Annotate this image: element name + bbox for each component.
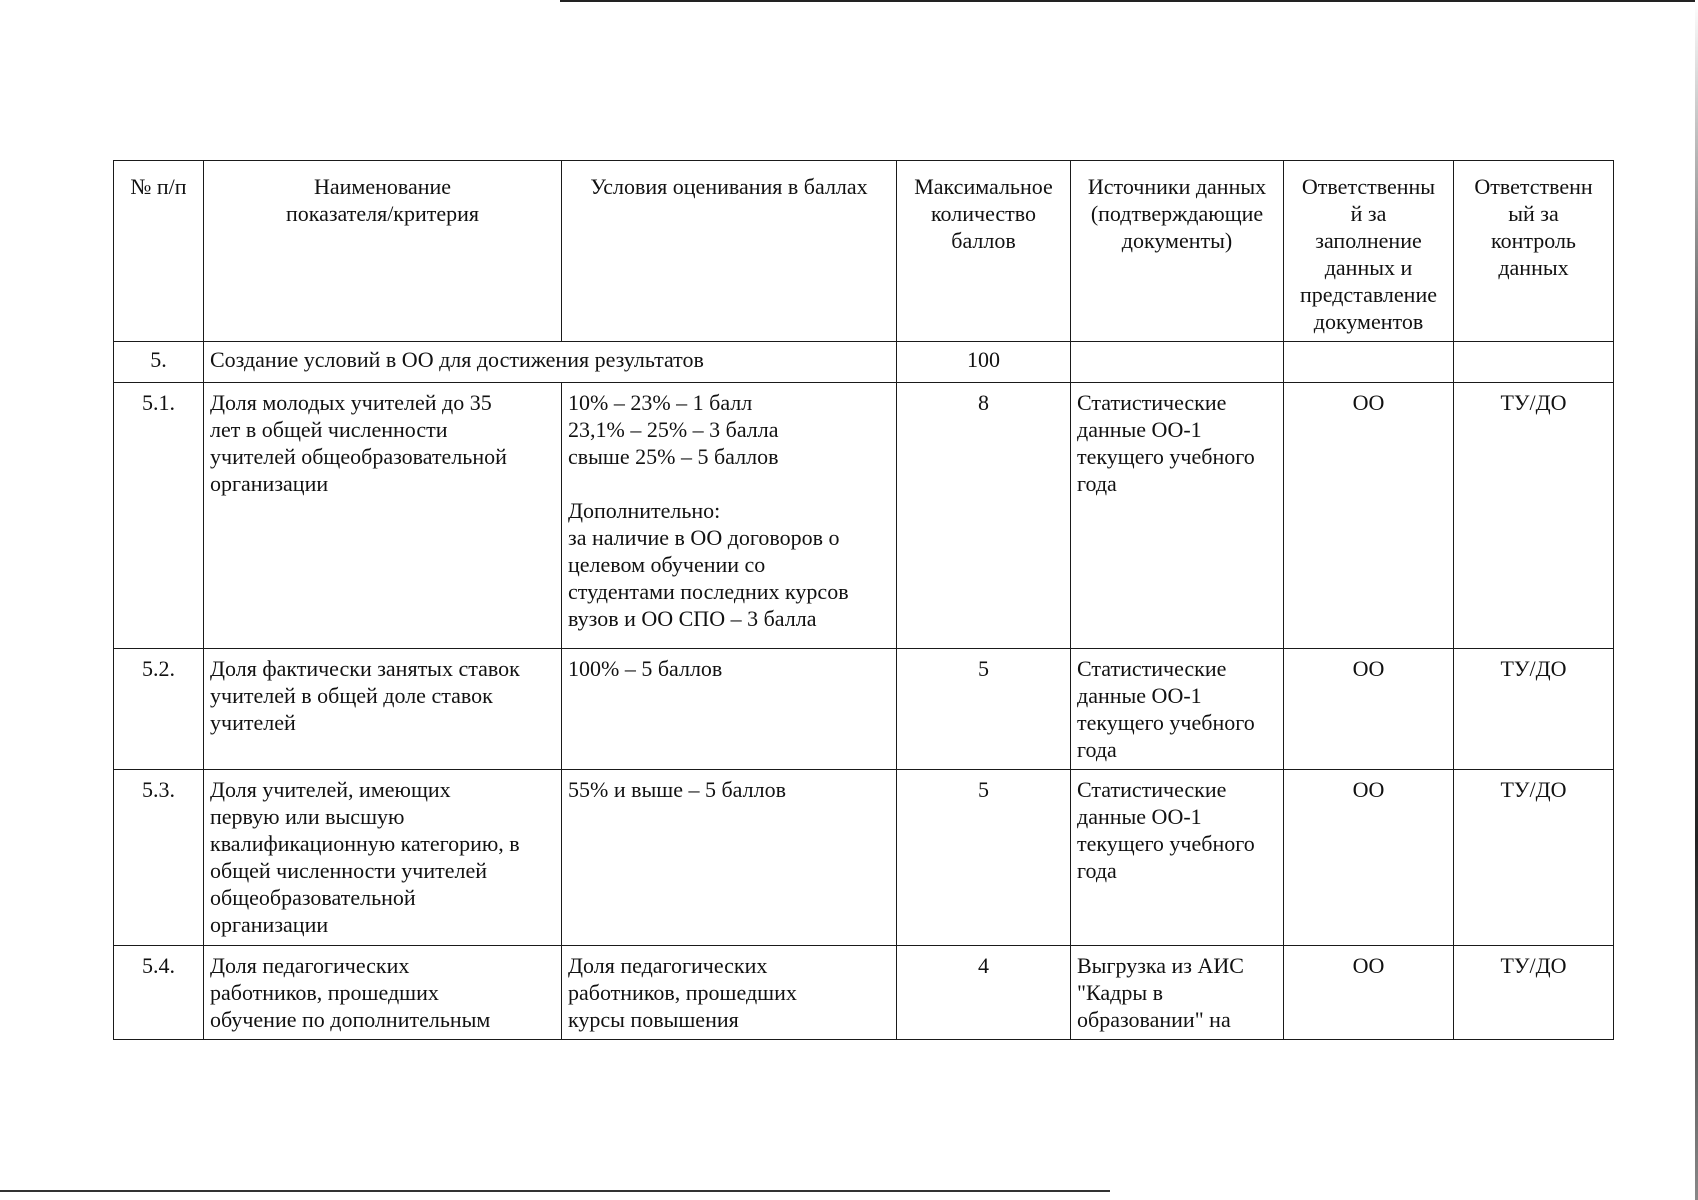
row-max-points: 5: [897, 770, 1071, 946]
table-header-row: [114, 161, 1614, 342]
section-max-points: 100: [897, 342, 1071, 383]
row-number: 5.1.: [114, 383, 204, 649]
row-responsible: ОО: [1284, 946, 1454, 1040]
row-max-points: 5: [897, 649, 1071, 770]
row-data-sources: Статистические данные ОО-1 текущего учебного года: [1071, 770, 1284, 946]
row-number: 5.2.: [114, 649, 204, 770]
row-conditions: 100% – 5 баллов: [562, 649, 897, 770]
row-number: 5.3.: [114, 770, 204, 946]
section-number: 5.: [114, 342, 204, 383]
header-control: Ответственн ый за контроль данных: [1454, 161, 1614, 342]
row-max-points: 8: [897, 383, 1071, 649]
header-conditions: Условия оценивания в баллах: [562, 161, 897, 342]
row-conditions: Доля педагогических работников, прошедших курсы повышения: [562, 946, 897, 1040]
row-data-sources: Статистические данные ОО-1 текущего учебного года: [1071, 649, 1284, 770]
scan-border-top: [560, 0, 1698, 2]
section-empty-cell: [1454, 342, 1614, 383]
section-empty-cell: [1071, 342, 1284, 383]
section-row: [114, 342, 1614, 383]
row-criterion-name: Доля учителей, имеющих первую или высшую квалификационную категорию, в общей численности учителей общеобразовательной организации: [204, 770, 562, 946]
table-row: [114, 770, 1614, 946]
header-criterion-name: Наименование показателя/критерия: [204, 161, 562, 342]
header-data-sources: Источники данных (подтверждающие документы): [1071, 161, 1284, 342]
row-conditions: 10% – 23% – 1 балл 23,1% – 25% – 3 балла свыше 25% – 5 баллов Дополнительно: за наличие в ОО договоров о целевом обучении со студентами последних курсов вузов и ОО СПО – 3 балла: [562, 383, 897, 649]
table-row: [114, 946, 1614, 1040]
table-row: [114, 383, 1614, 649]
section-title: Создание условий в ОО для достижения результатов: [204, 342, 897, 383]
row-responsible: ОО: [1284, 649, 1454, 770]
row-responsible: ОО: [1284, 383, 1454, 649]
row-max-points: 4: [897, 946, 1071, 1040]
row-data-sources: Выгрузка из АИС "Кадры в образовании" на: [1071, 946, 1284, 1040]
row-data-sources: Статистические данные ОО-1 текущего учебного года: [1071, 383, 1284, 649]
scan-border-bottom: [0, 1190, 1110, 1192]
row-control: ТУ/ДО: [1454, 383, 1614, 649]
row-control: ТУ/ДО: [1454, 946, 1614, 1040]
row-criterion-name: Доля молодых учителей до 35 лет в общей численности учителей общеобразовательной организации: [204, 383, 562, 649]
row-criterion-name: Доля фактически занятых ставок учителей в общей доле ставок учителей: [204, 649, 562, 770]
header-number: № п/п: [114, 161, 204, 342]
row-criterion-name: Доля педагогических работников, прошедших обучение по дополнительным: [204, 946, 562, 1040]
row-control: ТУ/ДО: [1454, 649, 1614, 770]
header-responsible: Ответственны й за заполнение данных и представление документов: [1284, 161, 1454, 342]
criteria-table: [113, 160, 1614, 1040]
section-empty-cell: [1284, 342, 1454, 383]
row-responsible: ОО: [1284, 770, 1454, 946]
header-max-points: Максимальное количество баллов: [897, 161, 1071, 342]
table-row: [114, 649, 1614, 770]
row-control: ТУ/ДО: [1454, 770, 1614, 946]
row-conditions: 55% и выше – 5 баллов: [562, 770, 897, 946]
row-number: 5.4.: [114, 946, 204, 1040]
